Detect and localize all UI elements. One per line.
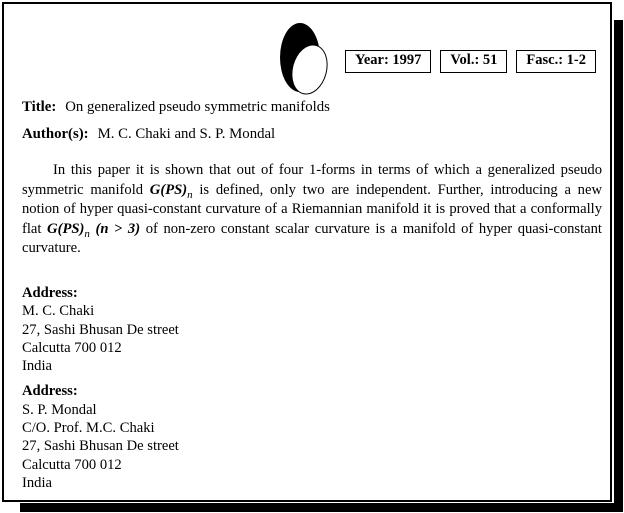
badge-volume: Vol.: 51 (440, 50, 507, 73)
address-line: Calcutta 700 012 (22, 339, 122, 356)
authors-text: M. C. Chaki and S. P. Mondal (97, 126, 276, 142)
address-line: 27, Sashi Bhusan De street (22, 438, 179, 455)
authors-row (22, 126, 275, 143)
abstract-text: of non-zero constant scalar curvature is a manifold of hyper quasi-constant curvature. (22, 220, 602, 257)
issue-badge-row (345, 50, 596, 73)
journal-logo (280, 23, 332, 99)
math-formula: (n > 3) (95, 220, 141, 237)
address-block (22, 382, 179, 492)
abstract-text: is defined, only two are independent. Further, introducing a new notion of hyper quasi-constant curvature of a Riemannian manifold it is proved that a conformally flat (22, 181, 602, 237)
badge-fascicle: Fasc.: 1-2 (516, 50, 596, 73)
address-line: India (22, 474, 52, 491)
address-line: M. C. Chaki (22, 303, 95, 320)
authors-label: Author(s): (22, 126, 89, 142)
address-line: C/O. Prof. M.C. Chaki (22, 420, 155, 437)
address-label: Address: (22, 285, 78, 301)
address-line: S. P. Mondal (22, 401, 97, 418)
math-formula: $G(PS)_n$ (149, 181, 193, 201)
document-sheet (2, 2, 612, 502)
math-formula: $G(PS)_n$ (47, 220, 90, 240)
abstract-text: In this paper it is shown that out of four 1-forms in terms of which a generalized pseudo symmetric manifold (22, 162, 602, 198)
title-text: On generalized pseudo symmetric manifolds (65, 99, 330, 115)
address-line: Calcutta 700 012 (22, 456, 122, 473)
title-label: Title: (22, 99, 57, 115)
address-block (22, 284, 179, 375)
page-shadow-right (614, 20, 623, 512)
address-line: 27, Sashi Bhusan De street (22, 321, 179, 338)
address-line: India (22, 358, 52, 375)
abstract-paragraph (22, 161, 602, 259)
address-label: Address: (22, 383, 78, 400)
page-shadow-bottom (20, 503, 623, 512)
title-row (22, 99, 330, 116)
address-blocks (22, 284, 179, 499)
badge-year: Year: 1997 (345, 50, 431, 73)
